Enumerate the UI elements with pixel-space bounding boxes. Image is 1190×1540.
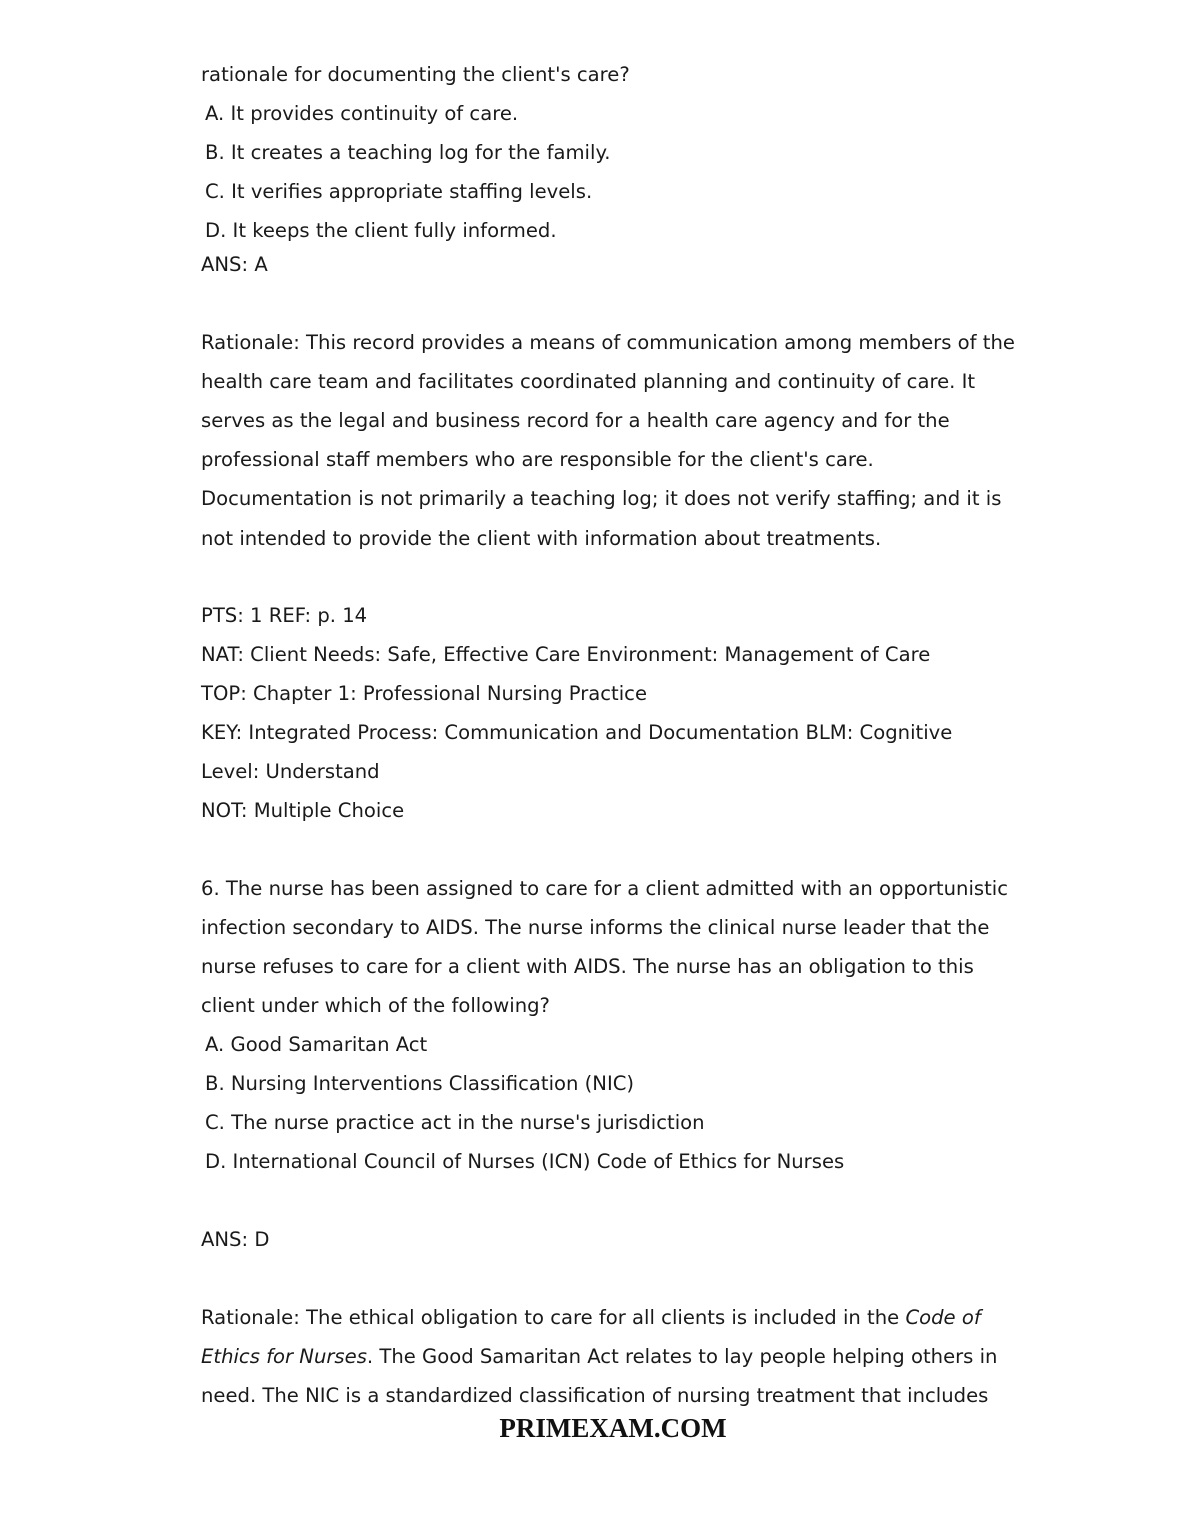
answer-option-line bbox=[205, 1150, 844, 1174]
text-segment: infection secondary to AIDS. The nurse informs the clinical nurse leader that the bbox=[201, 916, 990, 939]
text-segment: ANS: D bbox=[201, 1228, 270, 1251]
text-line bbox=[201, 643, 930, 667]
footer-watermark: PRIMEXAM.COM bbox=[499, 1413, 727, 1443]
text-segment: D. It keeps the client fully informed. bbox=[205, 219, 557, 242]
text-line bbox=[201, 994, 550, 1018]
answer-option-line bbox=[205, 1111, 705, 1135]
text-line bbox=[201, 1306, 981, 1330]
text-segment: rationale for documenting the client's care? bbox=[201, 63, 630, 86]
text-segment: not intended to provide the client with information about treatments. bbox=[201, 527, 882, 550]
text-segment: need. The NIC is a standardized classification of nursing treatment that includes bbox=[201, 1384, 989, 1407]
text-line bbox=[201, 331, 1015, 355]
text-line bbox=[201, 955, 974, 979]
text-line bbox=[201, 63, 630, 87]
text-segment: 6. The nurse has been assigned to care for a client admitted with an opportunistic bbox=[201, 877, 1008, 900]
text-segment: D. International Council of Nurses (ICN) Code of Ethics for Nurses bbox=[205, 1150, 845, 1173]
text-segment: Rationale: The ethical obligation to care for all clients is included in the bbox=[201, 1306, 906, 1329]
text-segment: NAT: Client Needs: Safe, Effective Care Environment: Management of Care bbox=[201, 643, 931, 666]
text-segment: . The Good Samaritan Act relates to lay people helping others in bbox=[366, 1345, 998, 1368]
text-segment: NOT: Multiple Choice bbox=[201, 799, 405, 822]
text-line bbox=[201, 682, 647, 706]
text-line bbox=[201, 253, 268, 277]
text-segment: serves as the legal and business record for a health care agency and for the bbox=[201, 409, 950, 432]
text-segment: Rationale: This record provides a means of communication among members of the bbox=[201, 331, 1015, 354]
text-line bbox=[201, 1345, 997, 1369]
answer-option-line bbox=[205, 1033, 427, 1057]
text-segment: Documentation is not primarily a teaching log; it does not verify staffing; and it is bbox=[201, 487, 1002, 510]
text-line bbox=[201, 721, 952, 745]
text-line bbox=[201, 760, 380, 784]
text-line bbox=[201, 448, 874, 472]
text-line bbox=[201, 916, 989, 940]
italic-text: Ethics for Nurses bbox=[201, 1345, 367, 1368]
text-line bbox=[201, 877, 1008, 901]
text-segment: B. It creates a teaching log for the family. bbox=[205, 141, 611, 164]
text-segment: health care team and facilitates coordinated planning and continuity of care. It bbox=[201, 370, 976, 393]
text-line bbox=[201, 370, 975, 394]
text-line bbox=[201, 604, 367, 628]
text-segment: TOP: Chapter 1: Professional Nursing Practice bbox=[201, 682, 648, 705]
text-line bbox=[201, 409, 950, 433]
answer-option-line bbox=[205, 1072, 634, 1096]
answer-option-line bbox=[205, 219, 557, 243]
text-segment: B. Nursing Interventions Classification (NIC) bbox=[205, 1072, 635, 1095]
text-line bbox=[201, 1228, 269, 1252]
text-segment: KEY: Integrated Process: Communication and Documentation BLM: Cognitive bbox=[201, 721, 953, 744]
text-line bbox=[201, 487, 1001, 511]
text-line bbox=[201, 527, 881, 551]
answer-option-line bbox=[205, 180, 592, 204]
text-segment: professional staff members who are responsible for the client's care. bbox=[201, 448, 874, 471]
text-segment: A. Good Samaritan Act bbox=[205, 1033, 428, 1056]
text-segment: PTS: 1 REF: p. 14 bbox=[201, 604, 368, 627]
text-segment: C. It verifies appropriate staffing levels. bbox=[205, 180, 593, 203]
answer-option-line bbox=[205, 141, 610, 165]
answer-option-line bbox=[205, 102, 518, 126]
text-segment: client under which of the following? bbox=[201, 994, 550, 1017]
text-segment: A. It provides continuity of care. bbox=[205, 102, 519, 125]
text-segment: nurse refuses to care for a client with AIDS. The nurse has an obligation to this bbox=[201, 955, 974, 978]
text-segment: C. The nurse practice act in the nurse's jurisdiction bbox=[205, 1111, 705, 1134]
text-segment: Level: Understand bbox=[201, 760, 380, 783]
text-line bbox=[201, 799, 404, 823]
text-line bbox=[201, 1384, 988, 1408]
italic-text: Code of bbox=[905, 1306, 981, 1329]
text-segment: ANS: A bbox=[201, 253, 268, 276]
